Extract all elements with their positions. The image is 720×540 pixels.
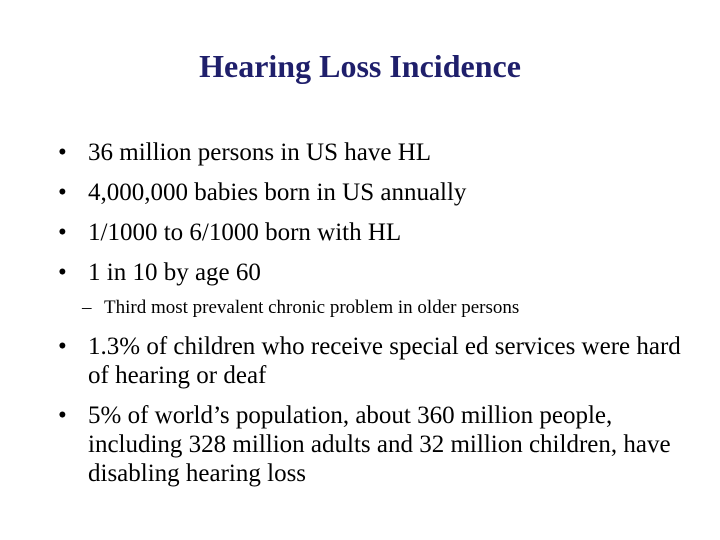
bullet-icon: • [58, 219, 67, 246]
list-item [58, 258, 698, 287]
bullet-text: 5% of world’s population, about 360 million people, including 328 million adults and 32 million children, have disabling hearing loss [88, 402, 671, 487]
list-item [58, 332, 698, 390]
bullet-icon: • [58, 402, 67, 429]
bullet-text: 1.3% of children who receive special ed services were hard of hearing or deaf [88, 333, 681, 389]
sub-list-item [82, 296, 698, 320]
list-item [58, 218, 698, 247]
dash-icon: – [82, 297, 92, 318]
bullet-text: 4,000,000 babies born in US annually [88, 179, 467, 206]
list-item [58, 178, 698, 207]
list-item [58, 138, 698, 167]
sub-bullet-text: Third most prevalent chronic problem in older persons [104, 297, 520, 318]
bullet-icon: • [58, 333, 67, 360]
bullet-text: 1 in 10 by age 60 [88, 259, 261, 286]
slide-title: Hearing Loss Incidence [199, 48, 521, 84]
bullet-icon: • [58, 179, 67, 206]
list-item [58, 401, 698, 488]
bullet-list [58, 138, 698, 499]
bullet-icon: • [58, 259, 67, 286]
bullet-icon: • [58, 139, 67, 166]
bullet-text: 1/1000 to 6/1000 born with HL [88, 219, 402, 246]
bullet-text: 36 million persons in US have HL [88, 139, 432, 166]
